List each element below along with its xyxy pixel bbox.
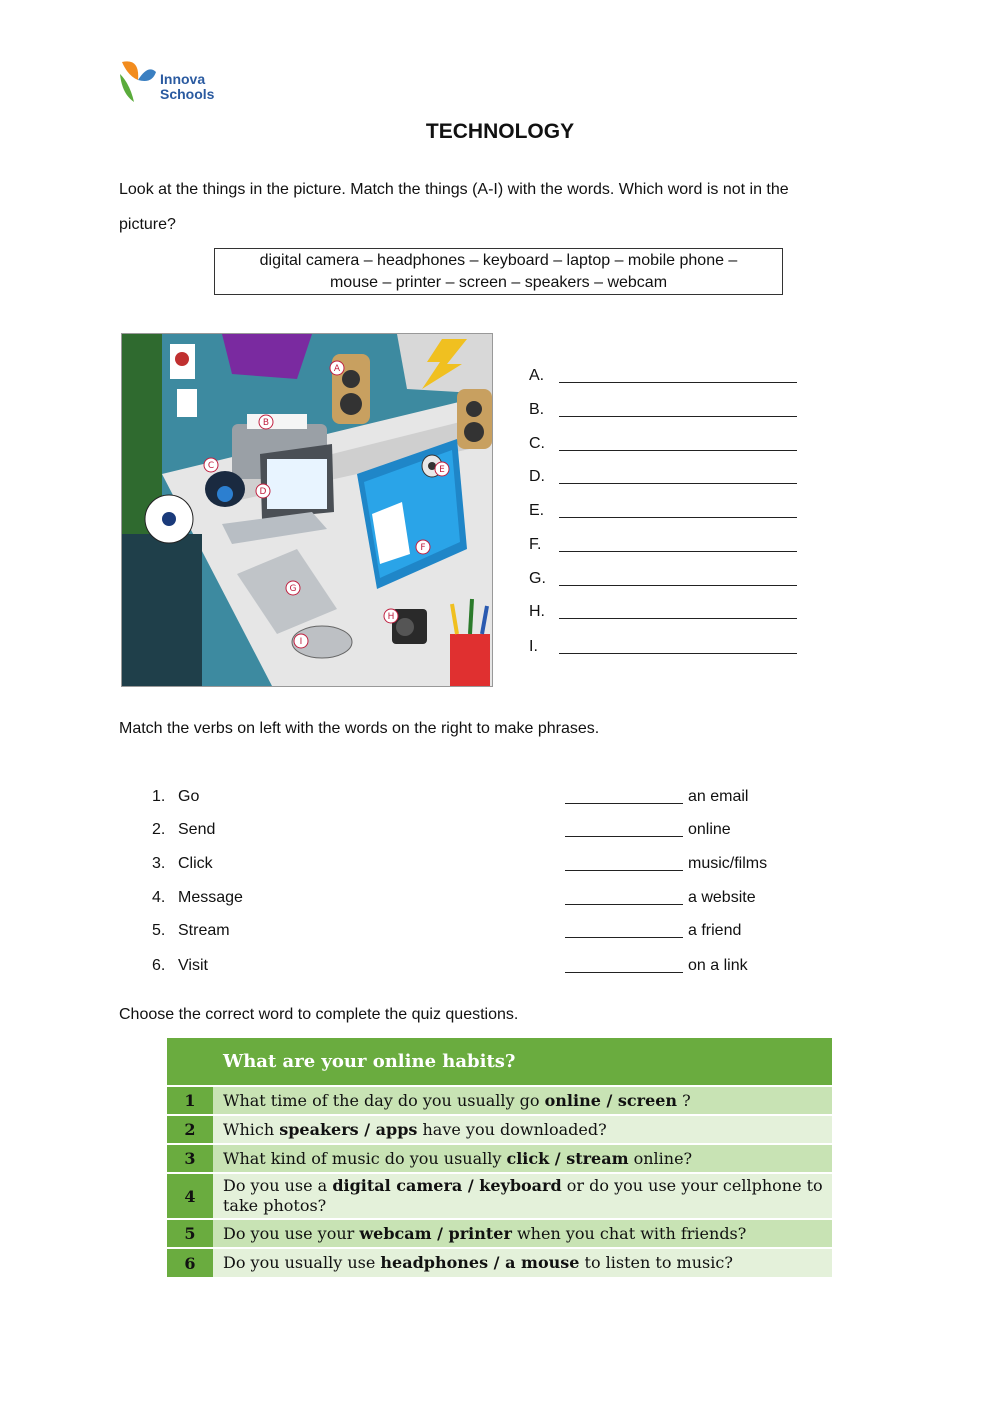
phrase-verb: Stream xyxy=(178,922,230,939)
answer-label: D. xyxy=(529,468,545,485)
answer-label: C. xyxy=(529,435,545,452)
quiz-question: Which speakers / apps have you downloaded? xyxy=(213,1115,832,1144)
phrase-blank[interactable] xyxy=(565,937,683,938)
phrase-verb: Go xyxy=(178,788,200,805)
quiz-choice[interactable]: online / screen xyxy=(544,1090,678,1110)
picture-label-h: H xyxy=(387,612,395,622)
answer-label: E. xyxy=(529,502,545,519)
answer-row-h[interactable] xyxy=(529,603,809,625)
quiz-choice[interactable]: click / stream xyxy=(506,1148,629,1168)
answer-blank[interactable] xyxy=(559,483,797,484)
answer-row-g[interactable] xyxy=(529,570,809,592)
instruction-1-line-1: Look at the things in the picture. Match the things (A-I) with the words. Which word is not in the xyxy=(119,181,789,198)
picture-label-d: D xyxy=(259,487,267,497)
phrase-row xyxy=(152,922,792,944)
quiz-header-row xyxy=(167,1038,832,1086)
answer-row-c[interactable] xyxy=(529,435,809,457)
answer-label: H. xyxy=(529,603,545,620)
quiz-choice[interactable]: speakers / apps xyxy=(279,1119,418,1139)
phrase-blank[interactable] xyxy=(565,803,683,804)
instruction-3: Choose the correct word to complete the quiz questions. xyxy=(119,1006,519,1023)
quiz-question: Do you usually use headphones / a mouse to listen to music? xyxy=(213,1248,832,1277)
answer-blank[interactable] xyxy=(559,517,797,518)
phrase-number: 5. xyxy=(152,922,166,939)
quiz-row xyxy=(167,1115,832,1144)
phrase-blank[interactable] xyxy=(565,972,683,973)
quiz-row xyxy=(167,1219,832,1248)
instruction-1-line-2: picture? xyxy=(119,216,176,233)
quiz-row-number: 4 xyxy=(167,1173,213,1219)
picture-label-f: F xyxy=(420,543,426,553)
phrase-word: music/films xyxy=(688,855,768,872)
quiz-row xyxy=(167,1144,832,1173)
page-title: TECHNOLOGY xyxy=(425,120,575,143)
answer-blank[interactable] xyxy=(559,585,797,586)
answer-blank[interactable] xyxy=(559,450,797,451)
answer-label: G. xyxy=(529,570,546,587)
quiz-row-number: 6 xyxy=(167,1248,213,1277)
logo-line-2: Schools xyxy=(160,86,215,102)
school-logo xyxy=(118,58,228,108)
phrase-number: 6. xyxy=(152,957,166,974)
answer-label: I. xyxy=(529,638,538,655)
logo-line-1: Innova xyxy=(160,71,206,87)
phrase-verb: Click xyxy=(178,855,213,872)
answer-row-e[interactable] xyxy=(529,502,809,524)
phrase-number: 3. xyxy=(152,855,166,872)
phrase-number: 2. xyxy=(152,821,166,838)
answer-blank[interactable] xyxy=(559,618,797,619)
innova-leaf-icon xyxy=(118,58,158,106)
quiz-row xyxy=(167,1248,832,1277)
quiz-question: What time of the day do you usually go online / screen ? xyxy=(213,1086,832,1115)
logo-text xyxy=(160,72,214,102)
answer-row-i[interactable] xyxy=(529,638,809,660)
phrase-row xyxy=(152,957,792,979)
phrase-blank[interactable] xyxy=(565,836,683,837)
room-illustration xyxy=(121,333,493,687)
phrase-blank[interactable] xyxy=(565,904,683,905)
answer-row-a[interactable] xyxy=(529,367,809,389)
answer-blank[interactable] xyxy=(559,382,797,383)
phrase-row xyxy=(152,821,792,843)
phrase-word: a friend xyxy=(688,922,742,939)
phrase-verb: Visit xyxy=(178,957,208,974)
word-box-line-1: digital camera – headphones – keyboard – laptop – mobile phone – xyxy=(259,252,738,269)
quiz-row-number: 5 xyxy=(167,1219,213,1248)
picture-label-a: A xyxy=(333,364,341,374)
phrase-number: 4. xyxy=(152,889,166,906)
answer-row-d[interactable] xyxy=(529,468,809,490)
answer-row-f[interactable] xyxy=(529,536,809,558)
answer-label: A. xyxy=(529,367,545,384)
word-box xyxy=(214,248,783,295)
quiz-row-number: 3 xyxy=(167,1144,213,1173)
quiz-row-number: 1 xyxy=(167,1086,213,1115)
quiz-row xyxy=(167,1086,832,1115)
instruction-2: Match the verbs on left with the words on the right to make phrases. xyxy=(119,720,600,737)
answer-label: F. xyxy=(529,536,542,553)
quiz-question: Do you use a digital camera / keyboard or do you use your cellphone to take photos? xyxy=(213,1173,832,1219)
answer-label: B. xyxy=(529,401,545,418)
answer-blank[interactable] xyxy=(559,416,797,417)
phrase-number: 1. xyxy=(152,788,166,805)
phrase-word: online xyxy=(688,821,731,838)
phrase-word: on a link xyxy=(688,957,748,974)
phrase-row xyxy=(152,889,792,911)
answer-blank[interactable] xyxy=(559,551,797,552)
picture-label-b: B xyxy=(262,418,270,428)
answer-row-b[interactable] xyxy=(529,401,809,423)
phrase-word: a website xyxy=(688,889,756,906)
phrase-verb: Send xyxy=(178,821,216,838)
quiz-row-number: 2 xyxy=(167,1115,213,1144)
quiz-row xyxy=(167,1173,832,1219)
picture-label-g: G xyxy=(289,584,297,594)
quiz-choice[interactable]: digital camera / keyboard xyxy=(332,1176,562,1195)
picture-label-e: E xyxy=(439,465,445,475)
quiz-choice[interactable]: headphones / a mouse xyxy=(380,1253,580,1272)
answer-blank[interactable] xyxy=(559,653,797,654)
quiz-header-blank xyxy=(167,1038,213,1086)
phrase-blank[interactable] xyxy=(565,870,683,871)
quiz-choice[interactable]: webcam / printer xyxy=(359,1223,512,1243)
quiz-question: What kind of music do you usually click / stream online? xyxy=(213,1144,832,1173)
picture-label-i: I xyxy=(299,637,303,647)
quiz-question: Do you use your webcam / printer when you chat with friends? xyxy=(213,1219,832,1248)
phrase-row xyxy=(152,788,792,810)
phrase-word: an email xyxy=(688,788,749,805)
quiz-table xyxy=(167,1038,832,1277)
picture-label-c: C xyxy=(207,461,215,471)
quiz-title: What are your online habits? xyxy=(213,1038,832,1086)
phrase-row xyxy=(152,855,792,877)
phrase-verb: Message xyxy=(178,889,243,906)
word-box-line-2: mouse – printer – screen – speakers – webcam xyxy=(329,274,668,291)
